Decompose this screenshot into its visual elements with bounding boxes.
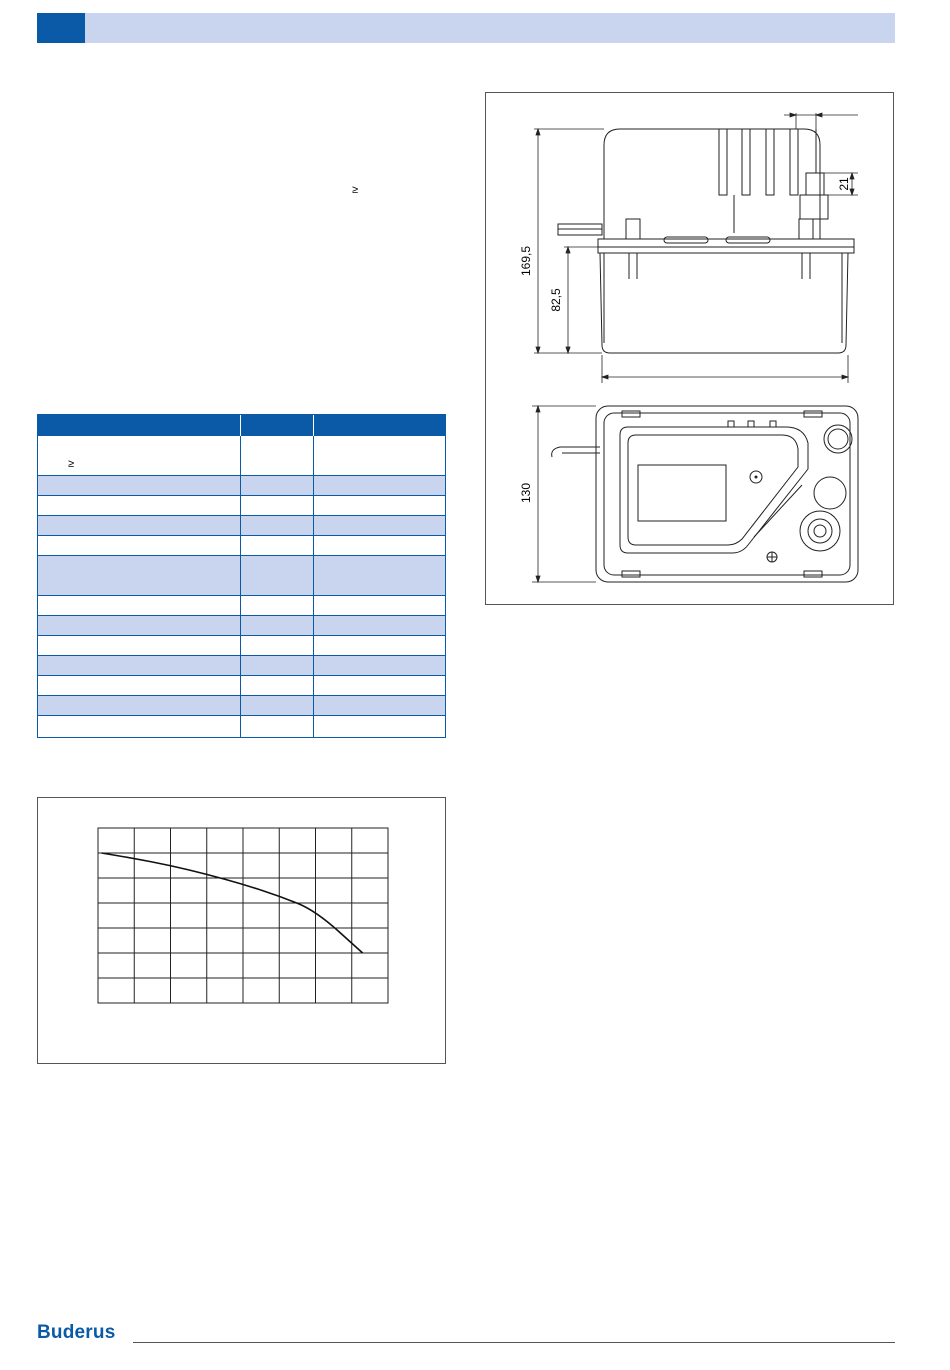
header-accent-block (37, 13, 85, 43)
chart-svg (38, 798, 445, 1063)
dimension-drawing (485, 92, 894, 605)
table-row (38, 496, 445, 516)
header-bar (85, 13, 895, 43)
table-row (38, 556, 445, 596)
dim-lower-height: 82,5 (549, 288, 563, 312)
table-row (38, 696, 445, 716)
dim-outlet-height: 21 (837, 177, 851, 191)
table-row (38, 636, 445, 656)
top-view (532, 406, 858, 582)
pump-drawing-svg (486, 93, 893, 604)
body-text-ge-symbol: ≥ (352, 184, 359, 196)
spec-table (37, 414, 446, 738)
table-row (38, 616, 445, 636)
dim-overall-height: 169,5 (519, 245, 533, 277)
footer-rule (133, 1342, 895, 1343)
table-header-row (38, 415, 445, 436)
side-view (534, 113, 858, 383)
table-ge-symbol: ≥ (68, 458, 75, 470)
table-row (38, 436, 445, 476)
table-row (38, 676, 445, 696)
table-row (38, 516, 445, 536)
table-row (38, 536, 445, 556)
table-row (38, 656, 445, 676)
table-row (38, 716, 445, 737)
brand-logo: Buderus (37, 1322, 116, 1343)
table-row (38, 476, 445, 496)
table-row (38, 596, 445, 616)
dim-depth: 130 (519, 482, 533, 504)
pump-curve-chart (37, 797, 446, 1064)
